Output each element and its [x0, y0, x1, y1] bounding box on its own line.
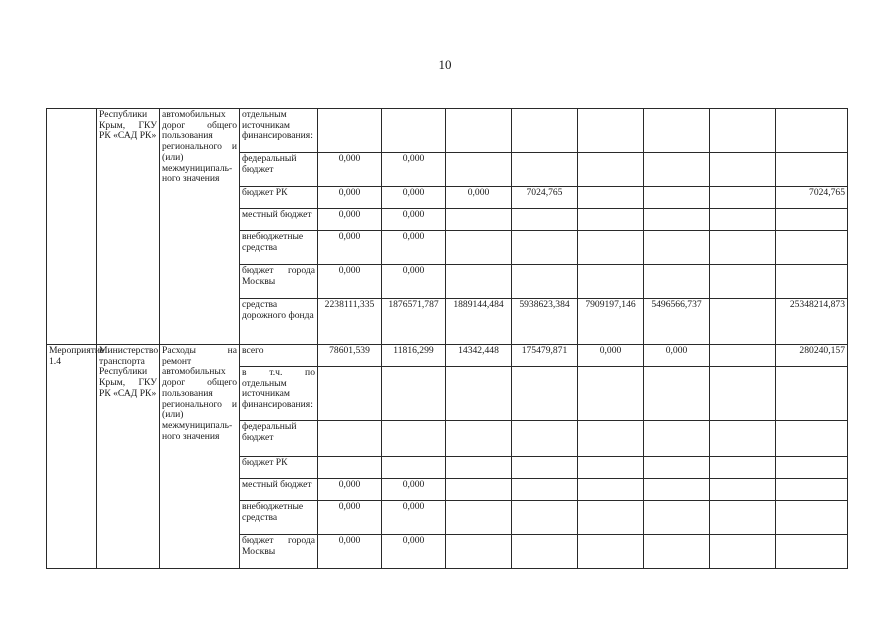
page-number: 10: [438, 57, 452, 72]
value-cell: [578, 265, 644, 299]
value-cell: 0,000: [382, 153, 446, 187]
value-cell: [644, 421, 710, 457]
value-cell: [578, 109, 644, 153]
value-cell: [644, 231, 710, 265]
value-cell: [446, 457, 512, 479]
source-cell: федеральный бюджет: [240, 421, 318, 457]
value-cell: 0,000: [318, 153, 382, 187]
total-cell: [776, 231, 848, 265]
value-cell: 0,000: [318, 479, 382, 501]
value-cell: [446, 153, 512, 187]
value-cell: 0,000: [382, 535, 446, 569]
value-cell: [382, 421, 446, 457]
total-cell: [776, 421, 848, 457]
source-cell: внебюджетные средства: [240, 231, 318, 265]
table-row: [47, 345, 848, 367]
total-cell: 280240,157: [776, 345, 848, 367]
value-cell: [512, 265, 578, 299]
total-cell: 25348214,873: [776, 299, 848, 345]
value-cell: [578, 367, 644, 421]
value-cell: [578, 209, 644, 231]
total-cell: [776, 479, 848, 501]
value-cell: [710, 109, 776, 153]
value-cell: 0,000: [318, 265, 382, 299]
value-cell: [578, 421, 644, 457]
value-cell: 0,000: [382, 231, 446, 265]
value-cell: [710, 153, 776, 187]
value-cell: 11816,299: [382, 345, 446, 367]
activity-cell: Мероприятие 1.4: [47, 345, 97, 569]
value-cell: 1876571,787: [382, 299, 446, 345]
value-cell: 14342,448: [446, 345, 512, 367]
value-cell: 175479,871: [512, 345, 578, 367]
value-cell: 0,000: [382, 479, 446, 501]
value-cell: 0,000: [382, 501, 446, 535]
source-cell: бюджет города Москвы: [240, 535, 318, 569]
value-cell: [446, 501, 512, 535]
purpose-cell: Расходы на ремонт автомобильных дорог общего пользования регионального и (или) межмуниципаль-ного значения: [160, 345, 240, 569]
value-cell: 0,000: [382, 209, 446, 231]
value-cell: [318, 421, 382, 457]
value-cell: [578, 457, 644, 479]
value-cell: [578, 535, 644, 569]
value-cell: [710, 345, 776, 367]
value-cell: 0,000: [318, 187, 382, 209]
value-cell: [644, 367, 710, 421]
value-cell: 1889144,484: [446, 299, 512, 345]
value-cell: 0,000: [446, 187, 512, 209]
value-cell: 0,000: [318, 231, 382, 265]
total-cell: [776, 109, 848, 153]
total-cell: [776, 265, 848, 299]
value-cell: [710, 231, 776, 265]
table-row: [47, 109, 848, 153]
source-cell: федеральный бюджет: [240, 153, 318, 187]
value-cell: [710, 535, 776, 569]
value-cell: 5938623,384: [512, 299, 578, 345]
total-cell: [776, 457, 848, 479]
value-cell: 78601,539: [318, 345, 382, 367]
value-cell: [644, 501, 710, 535]
value-cell: 0,000: [382, 187, 446, 209]
source-cell: бюджет РК: [240, 187, 318, 209]
value-cell: [382, 109, 446, 153]
source-cell: средства дорожного фонда: [240, 299, 318, 345]
value-cell: [446, 109, 512, 153]
value-cell: [512, 535, 578, 569]
value-cell: [382, 457, 446, 479]
value-cell: [578, 501, 644, 535]
value-cell: [710, 421, 776, 457]
source-cell: бюджет города Москвы: [240, 265, 318, 299]
value-cell: [512, 367, 578, 421]
value-cell: 2238111,335: [318, 299, 382, 345]
value-cell: 0,000: [318, 501, 382, 535]
total-cell: [776, 367, 848, 421]
value-cell: [318, 109, 382, 153]
source-cell: местный бюджет: [240, 209, 318, 231]
value-cell: [446, 535, 512, 569]
value-cell: 0,000: [382, 265, 446, 299]
value-cell: [578, 153, 644, 187]
value-cell: [446, 209, 512, 231]
value-cell: [512, 479, 578, 501]
value-cell: 0,000: [578, 345, 644, 367]
value-cell: [644, 265, 710, 299]
activity-cell: [47, 109, 97, 345]
value-cell: [446, 231, 512, 265]
value-cell: [512, 501, 578, 535]
value-cell: [644, 153, 710, 187]
value-cell: [512, 109, 578, 153]
value-cell: [446, 265, 512, 299]
executor-cell: Министерство транспорта Республики Крым, ГКУ РК «САД РК»: [97, 345, 160, 569]
value-cell: [644, 457, 710, 479]
value-cell: 7024,765: [512, 187, 578, 209]
value-cell: [710, 457, 776, 479]
value-cell: [318, 367, 382, 421]
value-cell: 5496566,737: [644, 299, 710, 345]
value-cell: 0,000: [644, 345, 710, 367]
value-cell: [710, 501, 776, 535]
value-cell: [644, 535, 710, 569]
value-cell: [578, 231, 644, 265]
total-cell: [776, 209, 848, 231]
total-cell: [776, 153, 848, 187]
value-cell: [644, 209, 710, 231]
value-cell: [318, 457, 382, 479]
source-cell: местный бюджет: [240, 479, 318, 501]
source-cell: в т.ч. по отдельным источникам финансирования:: [240, 367, 318, 421]
value-cell: [446, 479, 512, 501]
purpose-cell: автомобильных дорог общего пользования регионального и (или) межмуниципаль-ного значения: [160, 109, 240, 345]
source-cell: бюджет РК: [240, 457, 318, 479]
financing-table: [46, 108, 848, 569]
value-cell: [710, 479, 776, 501]
value-cell: [578, 187, 644, 209]
value-cell: [512, 209, 578, 231]
value-cell: [382, 367, 446, 421]
source-cell: внебюджетные средства: [240, 501, 318, 535]
total-cell: [776, 535, 848, 569]
executor-cell: Республики Крым, ГКУ РК «САД РК»: [97, 109, 160, 345]
value-cell: [710, 367, 776, 421]
value-cell: [710, 187, 776, 209]
total-cell: 7024,765: [776, 187, 848, 209]
value-cell: [512, 457, 578, 479]
value-cell: 7909197,146: [578, 299, 644, 345]
value-cell: [710, 209, 776, 231]
value-cell: [644, 187, 710, 209]
value-cell: 0,000: [318, 535, 382, 569]
value-cell: [710, 299, 776, 345]
value-cell: [446, 421, 512, 457]
total-cell: [776, 501, 848, 535]
value-cell: [446, 367, 512, 421]
value-cell: 0,000: [318, 209, 382, 231]
source-cell: всего: [240, 345, 318, 367]
value-cell: [710, 265, 776, 299]
value-cell: [644, 479, 710, 501]
value-cell: [644, 109, 710, 153]
value-cell: [512, 153, 578, 187]
value-cell: [512, 231, 578, 265]
value-cell: [578, 479, 644, 501]
value-cell: [512, 421, 578, 457]
source-cell: отдельным источникам финансирования:: [240, 109, 318, 153]
